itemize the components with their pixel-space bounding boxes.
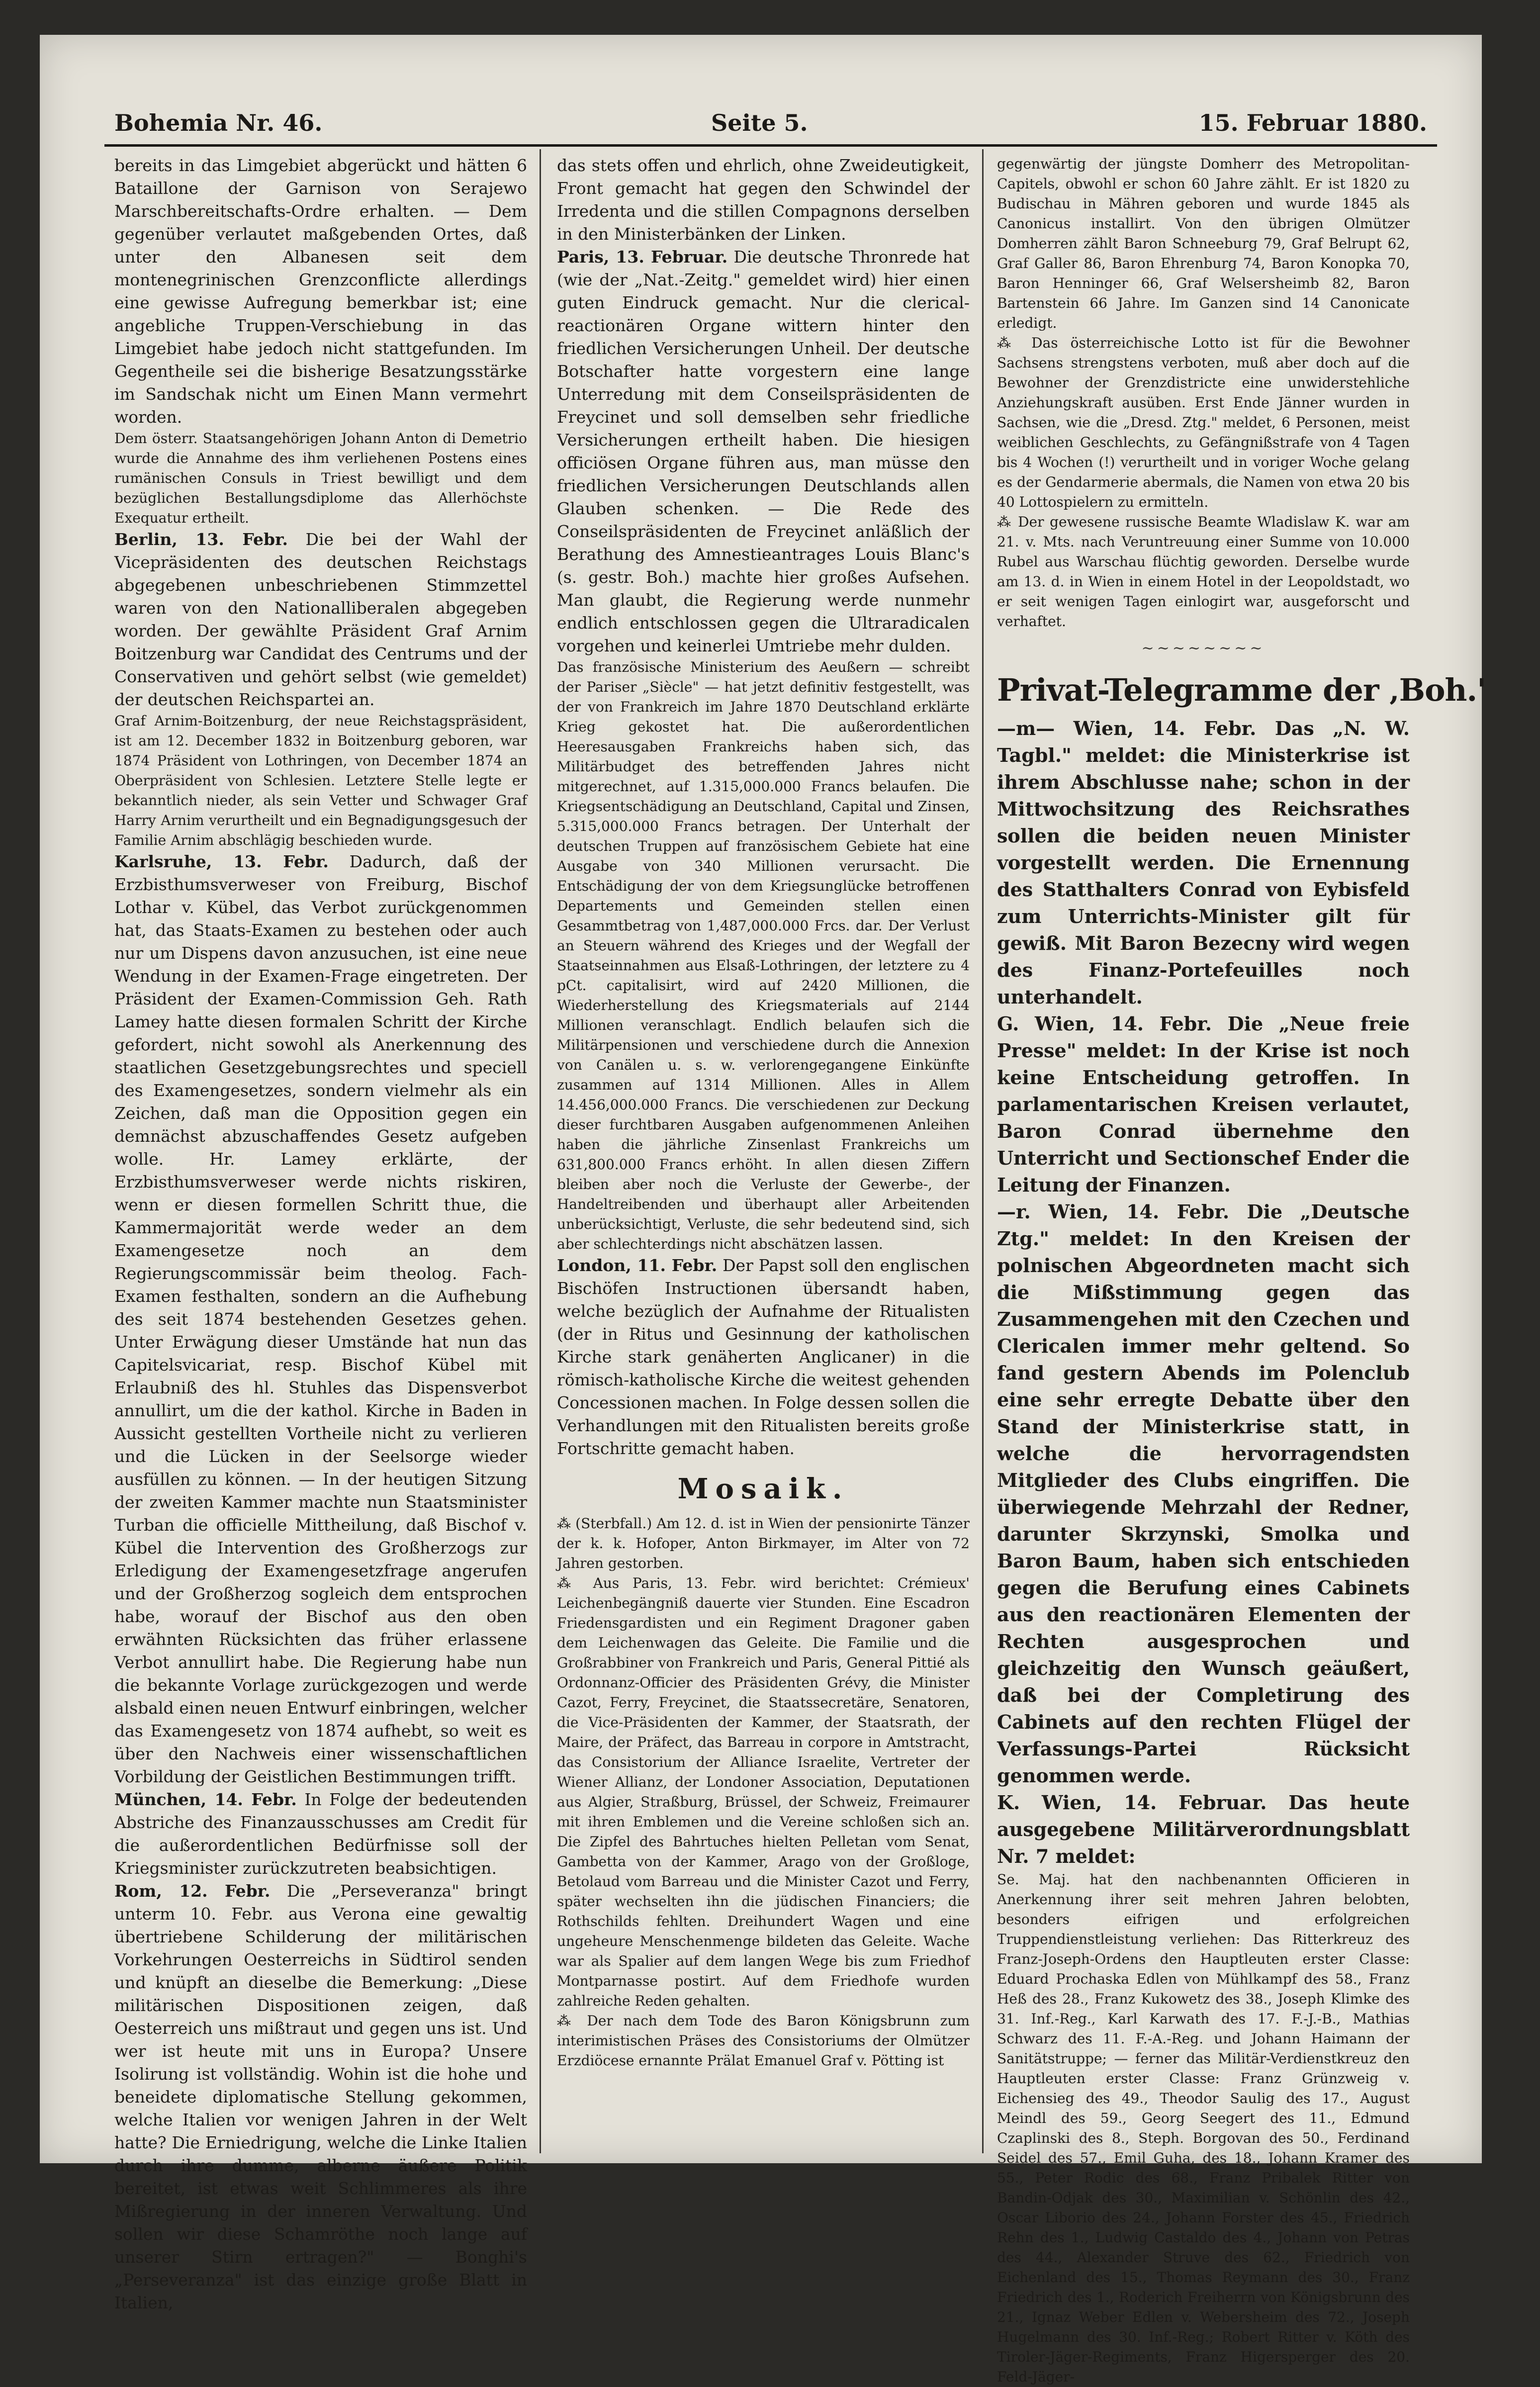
- column-1: [114, 154, 527, 2312]
- telegram-text: Die „Neue freie Presse" meldet: In der Krise ist noch keine Entscheidung getroffen. In parlamentarischen Kreisen verlautet, Baron Conrad übernehme den Unterricht und Sectionschef Ender die Leitung der Finanzen.: [997, 1012, 1410, 1196]
- dateline: London, 11. Febr.: [557, 1256, 718, 1275]
- notice-paragraph: Graf Arnim-Boitzenburg, der neue Reichstagspräsident, ist am 12. December 1832 in Boitzenburg geboren, war 1874 Präsident von Lothringen, von December 1874 an Oberpräsident von Schlesien. Letztere Stelle legte er bekanntlich nieder, als sein Vetter und Schwager Graf Harry Arnim verurtheilt und ein Begnadigungsgesuch der Familie Arnim abschlägig beschieden wurde.: [114, 713, 527, 848]
- dateline: Karlsruhe, 13. Febr.: [114, 852, 329, 871]
- article-rom: [114, 1880, 527, 2314]
- article-karlsruhe: [114, 850, 527, 1788]
- mosaik-item: ⁂ Der nach dem Tode des Baron Königsbrunn zum interimistischen Präses des Consistoriums der Olmützer Erzdiöcese ernannte Prälat Emanuel Graf v. Pötting ist: [557, 2013, 970, 2069]
- mosaik-item: ⁂ Aus Paris, 13. Febr. wird berichtet: Crémieux' Leichenbegängniß dauerte vier Stunden. Eine Escadron Friedensgardisten und ein Regiment Dragoner gaben dem Leichenwagen das Geleite. Die Familie und die Großrabbiner von Frankreich und Paris, General Pittié als Ordonnanz-Officier des Präsidenten Grévy, die Minister Cazot, Ferry, Freycinet, die Staatssecretäre, Senatoren, die Vice-Präsidenten der Kammer, der Staatsrath, der Maire, der Präfect, das Barreau in corpore in Amtstracht, das Consistorium der Alliance Israelite, Vertreter der Wiener Allianz, der Londoner Association, Deputationen aus Algier, Straßburg, Brüssel, der Schweiz, Freimaurer mit ihren Emblemen und die Vereine schloßen sich an. Die Zipfel des Bahrtuches hielten Pelletan vom Senat, Gambetta von der Kammer, Arago von der Großloge, Betolaud vom Barreau und die Minister Cazot und Ferry, später wechselten ihn die jüdischen Financiers; die Rothschilds fehlten. Dreihundert Wagen und eine ungeheure Menschenmenge bildeten das Geleite. Wache war als Spalier auf dem langen Wege bis zum Friedhof Montparnasse postirt. Auf dem Friedhofe wurden zahlreiche Reden gehalten.: [557, 1575, 970, 2009]
- telegram-item: [997, 1010, 1410, 1198]
- section-title-mosaik: Mosaik.: [677, 1472, 849, 1505]
- article-paragraph: bereits in das Limgebiet abgerückt und hätten 6 Bataillone der Garnison von Serajewo Marschbereitschafts-Ordre erhalten. — Dem gegenüber verlautet maßgebenden Ortes, daß unter den Albanesen seit dem montenegrinischen Grenzconflicte allerdings eine gewisse Aufregung bemerkbar ist; eine angebliche Truppen-Verschiebung in das Limgebiet habe jedoch nicht stattgefunden. Im Gegentheile sei die bisherige Besatzungsstärke im Sandschak nicht um Einen Mann vermehrt worden.: [114, 156, 527, 427]
- telegram-text: Das „N. W. Tagbl." meldet: die Ministerkrise ist ihrem Abschlusse nahe; schon in der Mittwochsitzung des Reichsrathes sollen die beiden neuen Minister vorgestellt werden. Die Ernennung des Statthalters Conrad von Eybisfeld zum Unterrichts-Minister gilt für gewiß. Mit Baron Bezecny wird wegen des Finanz-Portefeuilles noch unterhandelt.: [997, 717, 1410, 1008]
- dateline: G. Wien, 14. Febr.: [997, 1012, 1212, 1035]
- article-text: Die bei der Wahl der Vicepräsidenten des deutschen Reichstags abgegebenen unbeschriebenen Stimmzettel waren von den Nationalliberalen abgegeben worden. Der gewählte Präsident Graf Arnim Boitzenburg war Candidat des Centrums und der Conservativen und gehört selbst (wie gemeldet) der deutschen Reichspartei an.: [114, 530, 527, 709]
- article-text: Dadurch, daß der Erzbisthumsverweser von Freiburg, Bischof Lothar v. Kübel, das Verbot zurückgenommen hat, das Staats-Examen zu bestehen oder auch nur um Dispens davon anzusuchen, ist eine neue Wendung in der Examen-Frage eingetreten. Der Präsident der Examen-Commission Geh. Rath Lamey hatte diesen formalen Schritt der Kirche gefordert, nicht sowohl als Anerkennung des staatlichen Gesetzgebungsrechtes und speciell des Examengesetzes, sondern vielmehr als ein Zeichen, daß man die Opposition gegen ein demnächst abzuschaffendes Gesetz aufgeben wolle. Hr. Lamey erklärte, der Erzbisthumsverweser werde nichts riskiren, wenn er diesen formellen Schritt thue, die Kammermajorität werde weder an dem Examengesetze noch an dem Regierungscommissär beim theolog. Fach-Examen festhalten, sondern an die Aufhebung des seit 1874 bestehenden Gesetzes gehen. Unter Erwägung dieser Umstände hat nun das Capitelsvicariat, resp. Bischof Kübel mit Erlaubniß des hl. Stuhles das Dispensverbot annullirt, um die der kathol. Kirche in Baden in Aussicht gestellten Vortheile nicht zu verlieren und die Lücken in der Seelsorge wieder ausfüllen zu können. — In der heutigen Sitzung der zweiten Kammer machte nun Staatsminister Turban die officielle Mittheilung, daß Bischof v. Kübel die Intervention des Großherzogs zur Erledigung der Examengesetzfrage angerufen und der Großherzog sogleich dem entsprochen habe, worauf der Bischof aus den oben erwähnten Rücksichten das früher erlassene Verbot annullirt habe. Die Regierung habe nun die bekannte Vorlage zurückgezogen und werde alsbald einen neuen Entwurf einbringen, welcher das Examengesetz von 1874 aufhebt, so weit es über den Nachweis einer wissenschaftlichen Vorbildung der Geistlichen Bestimmungen trifft.: [114, 852, 527, 1786]
- article-text: Die „Perseveranza" bringt unterm 10. Febr. aus Verona eine gewaltig übertriebene Schilderung der militärischen Vorkehrungen Oesterreichs in Südtirol senden und knüpft an dieselbe die Bemerkung: „Diese militärischen Dispositionen zeigen, daß Oesterreich uns mißtraut und gegen uns ist. Und wer ist heute mit uns in Europa? Unsere Isolirung ist vollständig. Wohin ist die hohe und beneidete diplomatische Stellung gekommen, welche Italien vor wenigen Jahren in der Welt hatte? Die Erniedrigung, welche die Linke Italien durch ihre dumme, alberne äußere Politik bereitet, ist etwas weit Schlimmeres als ihre Mißregierung in der inneren Verwaltung. Und sollen wir diese Schamröthe noch lange auf unserer Stirn ertragen?" — Bonghi's „Perseveranza" ist das einzige große Blatt in Italien,: [114, 1881, 527, 2312]
- dateline: —m— Wien, 14. Febr.: [997, 717, 1257, 739]
- column-3: [997, 154, 1486, 2385]
- decoration-list: Se. Maj. hat den nachbenannten Officieren in Anerkennung ihrer seit mehren Jahren belobten, besonders eifrigen und erfolgreichen Truppendienstleistung verliehen: Das Ritterkreuz des Franz-Joseph-Ordens den Hauptleuten erster Classe: Eduard Prochaska Edlen von Mühlkampf des 58., Franz Heß des 28., Franz Kukowetz des 38., Joseph Klimke des 31. Inf.-Reg., Karl Karwath des 17. F.-J.-B., Mathias Schwarz des 11. F.-A.-Reg. und Johann Haimann der Sanitätstruppe; — ferner das Militär-Verdienstkreuz den Hauptleuten erster Classe: Franz Grünzweig v. Eichensieg des 49., Theodor Saulig des 17., August Meindl des 59., Georg Seegert des 11., Edmund Czaplinski des 8., Steph. Borgovan des 50., Ferdinand Seidel des 57., Emil Guha, des 18., Johann Kramer des 55., Peter Rodic des 68., Franz Pribalek Ritter von Bandin-Odjak des 30., Maximilian v. Schönlin des 42., Oscar Liborio des 24., Johann Forster des 45., Friedrich Rehn des 1., Ludwig Castaldo des 4., Johann von Petras des 44., Alexander Struve des 62., Friedrich von Eichenland des 15., Thomas Reymann des 30., Franz Friedrich des 1., Roderich Freiherrn von Königsbrunn des 21., Ignaz Weber Edlen v. Webersheim des 72., Joseph Hugelmann des 30. Inf.-Reg.; Robert Ritter v. Köth des Tiroler-Jäger-Regiments, Franz Higersperger des 20. Feld-Jäger-: [997, 1871, 1410, 2385]
- dateline: Paris, 13. Februar.: [557, 247, 728, 267]
- mosaik-item: ⁂ (Sterbfall.) Am 12. d. ist in Wien der pensionirte Tänzer der k. k. Hofoper, Anton Birkmayer, im Alter von 72 Jahren gestorben.: [557, 1515, 970, 1571]
- mosaik-item: ⁂ Das österreichische Lotto ist für die Bewohner Sachsens strengstens verboten, muß aber doch auf die Bewohner der Grenzdistricte eine unwiderstehliche Anziehungskraft ausüben. Erst Ende Jänner wurden in Sachsen, wie die „Dresd. Ztg." meldet, 6 Personen, meist weiblichen Geschlechts, zu Gefängnißstrafe von 4 Tagen bis 4 Wochen (!) verurtheilt und in voriger Woche gelang es der Gendarmerie abermals, die Namen von etwa 20 bis 40 Lottospielern zu ermitteln.: [997, 335, 1410, 510]
- telegram-item: [997, 1198, 1410, 1789]
- header-date: 15. Februar 1880.: [1198, 109, 1427, 136]
- article-paris: [557, 246, 970, 657]
- telegram-item: [997, 715, 1410, 1010]
- section-title-telegrams: Privat-Telegramme der ‚Boh.': [997, 672, 1486, 708]
- newspaper-page: [40, 35, 1486, 2385]
- column-divider-2: [982, 149, 984, 2153]
- header-page-number: Seite 5.: [711, 109, 808, 136]
- dateline: Rom, 12. Febr.: [114, 1881, 271, 1901]
- telegram-text: Die „Deutsche Ztg." meldet: In den Kreisen der polnischen Abgeordneten macht sich die Mißstimmung gegen das Zusammengehen mit den Czechen und Clericalen immer mehr geltend. So fand gestern Abends im Polenclub eine sehr erregte Debatte über den Stand der Ministerkrise statt, in welche die hervorragendsten Mitglieder des Clubs eingriffen. Die überwiegende Mehrzahl der Redner, darunter Skrzynski, Smolka und Baron Baum, haben sich entschieden gegen die Berufung eines Cabinets aus den reactionären Elementen der Rechten ausgesprochen und gleichzeitig den Wunsch geäußert, daß bei der Completirung des Cabinets auf den rechten Flügel der Verfassungs-Partei Rücksicht genommen werde.: [997, 1200, 1410, 1787]
- mosaik-item: ⁂ Der gewesene russische Beamte Wladislaw K. war am 21. v. Mts. nach Veruntreuung einer Summe von 10.000 Rubel aus Warschau flüchtig geworden. Derselbe wurde am 13. d. in Wien in einem Hotel in der Leopoldstadt, wo er seit wenigen Tagen einlogirt war, ausgeforscht und verhaftet.: [997, 514, 1410, 630]
- article-paragraph: Das französische Ministerium des Aeußern — schreibt der Pariser „Siècle" — hat jetzt definitiv festgestellt, was der von Frankreich im Jahre 1870 Deutschland erklärte Krieg gekostet hat. Die außerordentlichen Heeresausgaben Frankreichs haben sich, das Militärbudget des betreffenden Jahres nicht mitgerechnet, auf 1.315,000.000 Francs belaufen. Die Kriegsentschädigung an Deutschland, Capital und Zinsen, 5.315,000.000 Francs betragen. Der Unterhalt der deutschen Truppen auf französischem Gebiete hat eine Ausgabe von 340 Millionen verursacht. Die Entschädigung der von dem Kriegsunglücke betroffenen Departements und Gemeinden stellen einen Gesammtbetrag von 1,487,000.000 Frcs. dar. Der Verlust an Steuern während des Krieges und der Wegfall der Staatseinnahmen aus Elsaß-Lothringen, der letztere zu 4 pCt. capitalisirt, wird auf 2420 Millionen, die Wiederherstellung des Kriegsmaterials auf 2144 Millionen veranschlagt. Endlich belaufen sich die Militärpensionen und verschiedene durch die Annexion von Canälen u. s. w. verlorengegangene Einkünfte zusammen auf 1314 Millionen. Alles in Allem 14.456,000.000 Francs. Die verschiedenen zur Deckung dieser furchtbaren Ausgaben aufgenommenen Anleihen haben die jährliche Zinsenlast Frankreichs um 631,800.000 Francs erhöht. In allen diesen Ziffern bleiben aber noch die Verluste der Gewerbe-, der Handeltreibenden und überhaupt aller Arbeitenden unberücksichtigt, Verluste, die sehr bedeutend sind, sich aber schlechterdings nicht abschätzen lassen.: [557, 659, 970, 1252]
- article-london: [557, 1254, 970, 1460]
- article-berlin: [114, 528, 527, 711]
- dateline: K. Wien, 14. Februar.: [997, 1791, 1267, 1814]
- header-publication: Bohemia Nr. 46.: [114, 109, 323, 136]
- mosaik-item: gegenwärtig der jüngste Domherr des Metropolitan-Capitels, obwohl er schon 60 Jahre zählt. Er ist 1820 zu Budischau in Mähren geboren und wurde 1845 als Canonicus installirt. Von den übrigen Olmützer Domherren zählt Baron Schneeburg 79, Graf Belrupt 62, Graf Galler 86, Baron Ehrenburg 74, Baron Konopka 70, Baron Henninger 66, Graf Welsersheimb 82, Baron Bartenstein 66 Jahre. Im Ganzen sind 14 Canonicate erledigt.: [997, 156, 1410, 331]
- column-divider-1: [540, 149, 541, 2153]
- notice-paragraph: Dem österr. Staatsangehörigen Johann Anton di Demetrio wurde die Annahme des ihm verliehenen Postens eines rumänischen Consuls in Triest bewilligt und dem bezüglichen Bestallungsdiplome das Allerhöchste Exequatur ertheilt.: [114, 430, 527, 526]
- dateline: Berlin, 13. Febr.: [114, 530, 288, 549]
- telegram-item: [997, 1789, 1410, 1870]
- header-rule: [104, 144, 1437, 147]
- dateline: —r. Wien, 14. Febr.: [997, 1200, 1230, 1223]
- article-paragraph: das stets offen und ehrlich, ohne Zweideutigkeit, Front gemacht hat gegen den Schwindel der Irredenta und die stillen Compagnons derselben in den Ministerbänken der Linken.: [557, 156, 970, 244]
- ornament-separator: ~~~~~~~~: [1141, 640, 1266, 657]
- column-2: [557, 154, 970, 2153]
- page-header: [114, 109, 1427, 144]
- article-text: Die deutsche Thronrede hat (wie der „Nat.-Zeitg." gemeldet wird) hier einen guten Eindruck gemacht. Nur die clerical-reactionären Organe wittern hinter den friedlichen Versicherungen Unheil. Der deutsche Botschafter hatte vorgestern eine lange Unterredung mit dem Conseilspräsidenten de Freycinet und soll demselben sehr friedliche Versicherungen ertheilt haben. Die hiesigen officiösen Organe führen aus, man müsse den friedlichen Versicherungen Deutschlands allen Glauben schenken. — Die Rede des Conseilspräsidenten de Freycinet anläßlich der Berathung des Amnestieantrages Louis Blanc's (s. gestr. Boh.) machte hier großes Aufsehen. Man glaubt, die Regierung werde nunmehr endlich entschlossen gegen die Ultraradicalen vorgehen und keinerlei Umtriebe mehr dulden.: [557, 247, 970, 655]
- article-muenchen: [114, 1788, 527, 1880]
- article-text: Der Papst soll den englischen Bischöfen Instructionen übersandt haben, welche bezüglich der Aufnahme der Ritualisten (der in Ritus und Gesinnung der katholischen Kirche stark genäherten Anglicaner) in die römisch-katholische Kirche die weitest gehenden Concessionen machen. In Folge dessen sollen die Verhandlungen mit den Ritualisten bereits große Fortschritte gemacht haben.: [557, 1256, 970, 1458]
- telegram-text: Das heute ausgegebene Militärverordnungsblatt Nr. 7 meldet:: [997, 1791, 1410, 1867]
- dateline: München, 14. Febr.: [114, 1790, 297, 1809]
- article-text: In Folge der bedeutenden Abstriche des Finanzausschusses am Credit für die außerordentlichen Bedürfnisse soll der Kriegsminister zurückzutreten beabsichtigen.: [114, 1790, 527, 1878]
